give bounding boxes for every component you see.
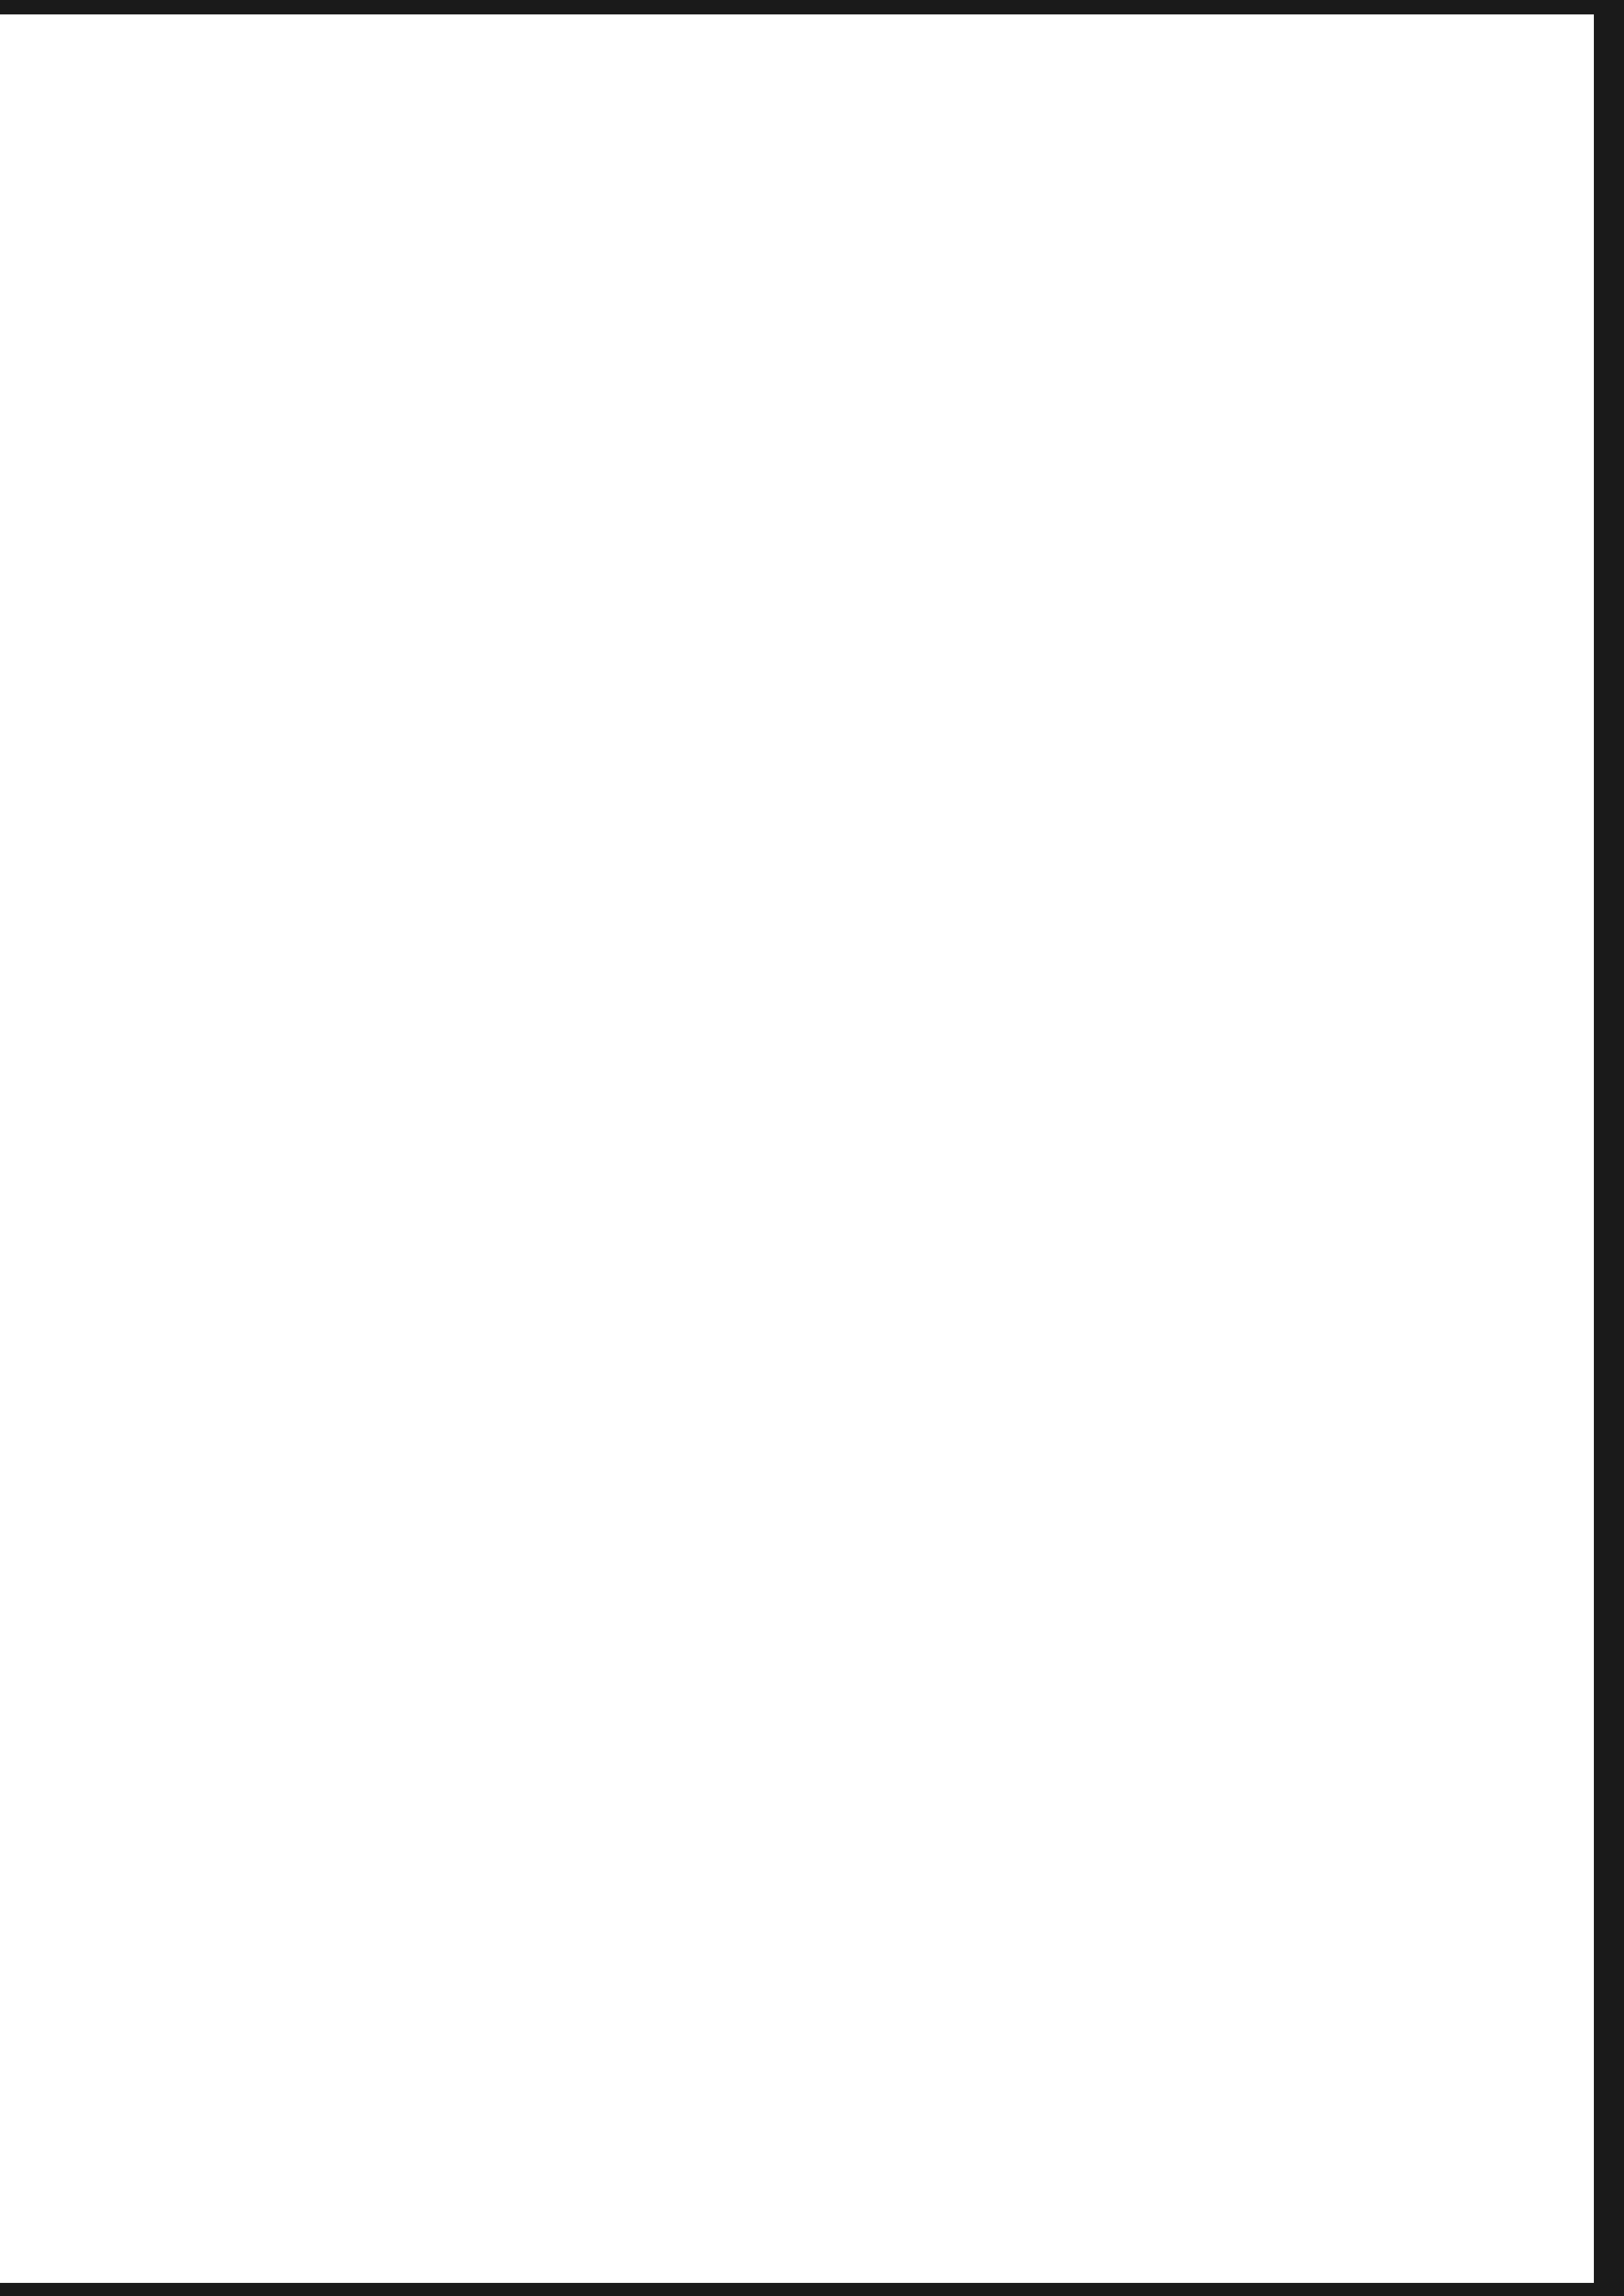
scan-border-right (1594, 0, 1624, 2296)
helios-housekeeping-chart (196, 288, 1460, 1584)
scan-border-top (0, 0, 1624, 14)
scan-border-bottom (0, 2283, 1624, 2296)
figure-caption (169, 1738, 327, 2026)
